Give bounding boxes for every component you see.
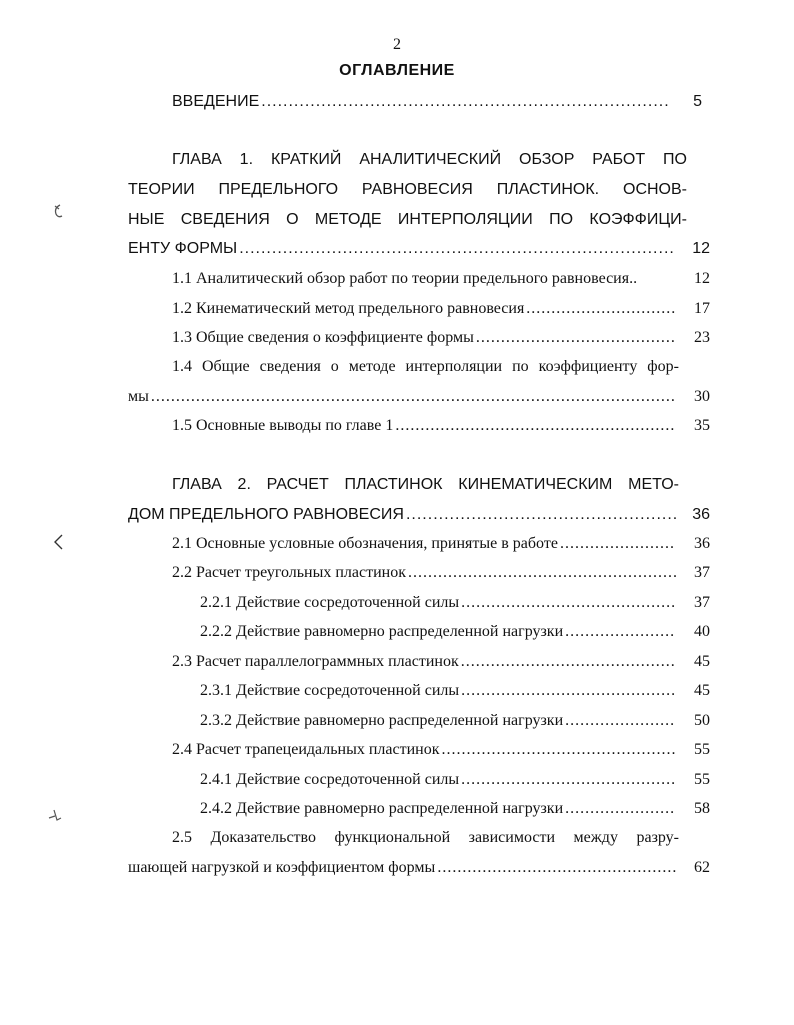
toc-entry-1-5[interactable] [172, 414, 710, 438]
toc-entry-label: 1.5 Основные выводы по главе 1 [172, 417, 394, 434]
toc-page-ref: 12 [692, 240, 710, 257]
toc-entry-label: 2.2 Расчет треугольных пластинок [172, 564, 406, 581]
toc-entry-chapter-1[interactable] [128, 237, 710, 261]
toc-page-ref: 55 [694, 741, 710, 758]
toc-entry-2-5-line-1[interactable]: 2.5 Доказательство функциональной зависимости между разру- [172, 829, 679, 846]
toc-page-ref: 23 [694, 329, 710, 346]
toc-page-ref: 35 [694, 417, 710, 434]
toc-entry-label: 2.2.2 Действие равномерно распределенной нагрузки [200, 623, 564, 640]
toc-entry-1-1[interactable] [172, 267, 710, 291]
toc-page-ref: 58 [694, 800, 710, 817]
leader-dots [437, 856, 676, 880]
toc-entry-label: 2.3 Расчет параллелограммных пластинок [172, 653, 459, 670]
leader-dots [461, 591, 676, 615]
chapter-1-heading-line-2: ТЕОРИИ ПРЕДЕЛЬНОГО РАВНОВЕСИЯ ПЛАСТИНОК. ОСНОВ- [128, 181, 687, 198]
chapter-2-heading-line-1: ГЛАВА 2. РАСЧЕТ ПЛАСТИНОК КИНЕМАТИЧЕСКИМ МЕТО- [172, 476, 679, 493]
toc-entry-2-4[interactable] [172, 738, 710, 762]
toc-entry-1-4-line-1[interactable]: 1.4 Общие сведения о методе интерполяции по коэффициенту фор- [172, 358, 679, 375]
leader-dots [406, 503, 676, 527]
toc-title: ОГЛАВЛЕНИЕ [339, 62, 455, 79]
scan-mark-1 [50, 202, 66, 222]
toc-entry-2-3-2[interactable] [200, 709, 710, 733]
toc-page-ref: 30 [694, 388, 710, 405]
toc-page-ref: 55 [694, 771, 710, 788]
toc-page-ref: 62 [694, 859, 710, 876]
toc-entry-2-4-2[interactable] [200, 797, 710, 821]
toc-entry-2-2-2[interactable] [200, 620, 710, 644]
toc-page-ref: 36 [692, 506, 710, 523]
toc-entry-2-3-1[interactable] [200, 679, 710, 703]
toc-page-ref: 36 [694, 535, 710, 552]
toc-page-ref: 17 [694, 300, 710, 317]
toc-entry-1-2[interactable] [172, 297, 710, 321]
toc-entry-2-2[interactable] [172, 561, 710, 585]
toc-entry-label: 1.1 Аналитический обзор работ по теории предельного равновесия.. [172, 270, 638, 287]
leader-dots [151, 385, 676, 409]
leader-dots [565, 620, 676, 644]
toc-entry-label: 2.4.1 Действие сосредоточенной силы [200, 771, 460, 788]
toc-entry-intro[interactable] [172, 90, 702, 114]
toc-entry-label: 1.3 Общие сведения о коэффициенте формы [172, 329, 474, 346]
toc-entry-label: шающей нагрузкой и коэффициентом формы [128, 859, 436, 876]
leader-dots [476, 326, 676, 350]
toc-entry-label: мы [128, 388, 149, 405]
toc-entry-chapter-2[interactable] [128, 503, 710, 527]
scan-mark-3 [46, 806, 64, 824]
toc-page-ref: 50 [694, 712, 710, 729]
leader-dots [408, 561, 676, 585]
leader-dots [461, 768, 676, 792]
toc-entry-label: 2.3.1 Действие сосредоточенной силы [200, 682, 460, 699]
toc-entry-2-1[interactable] [172, 532, 710, 556]
toc-entry-2-3[interactable] [172, 650, 710, 674]
leader-dots [395, 414, 676, 438]
toc-page-ref: 37 [694, 594, 710, 611]
toc-entry-label: 2.3.2 Действие равномерно распределенной нагрузки [200, 712, 564, 729]
toc-entry-label: ЕНТУ ФОРМЫ [128, 240, 238, 257]
leader-dots [261, 90, 668, 114]
toc-entry-label: 2.1 Основные условные обозначения, принятые в работе [172, 535, 558, 552]
page-number: 2 [393, 36, 401, 53]
leader-dots [526, 297, 676, 321]
toc-entry-2-2-1[interactable] [200, 591, 710, 615]
leader-dots [239, 237, 676, 261]
toc-entry-2-4-1[interactable] [200, 768, 710, 792]
leader-dots [461, 650, 676, 674]
leader-dots [442, 738, 676, 762]
toc-entry-label: ДОМ ПРЕДЕЛЬНОГО РАВНОВЕСИЯ [128, 506, 404, 523]
toc-entry-2-5[interactable] [128, 856, 710, 880]
toc-page-ref: 12 [694, 270, 710, 287]
leader-dots [565, 797, 676, 821]
leader-dots [461, 679, 676, 703]
toc-entry-1-4[interactable] [128, 385, 710, 409]
toc-page-ref: 45 [694, 653, 710, 670]
toc-entry-label: 1.2 Кинематический метод предельного равновесия [172, 300, 525, 317]
toc-entry-label: 2.2.1 Действие сосредоточенной силы [200, 594, 460, 611]
chapter-1-heading-line-1: ГЛАВА 1. КРАТКИЙ АНАЛИТИЧЕСКИЙ ОБЗОР РАБОТ ПО [172, 151, 687, 168]
toc-entry-label: 2.4.2 Действие равномерно распределенной нагрузки [200, 800, 564, 817]
toc-page-ref: 37 [694, 564, 710, 581]
leader-dots [560, 532, 676, 556]
toc-entry-1-3[interactable] [172, 326, 710, 350]
leader-dots [565, 709, 676, 733]
toc-entry-label: ВВЕДЕНИЕ [172, 93, 260, 110]
chapter-1-heading-line-3: НЫЕ СВЕДЕНИЯ О МЕТОДЕ ИНТЕРПОЛЯЦИИ ПО КОЭФФИЦИ- [128, 211, 687, 228]
toc-page-ref: 45 [694, 682, 710, 699]
toc-page-ref: 40 [694, 623, 710, 640]
toc-page-ref: 5 [693, 93, 702, 110]
toc-entry-label: 2.4 Расчет трапецеидальных пластинок [172, 741, 440, 758]
scan-mark-2 [50, 532, 66, 552]
